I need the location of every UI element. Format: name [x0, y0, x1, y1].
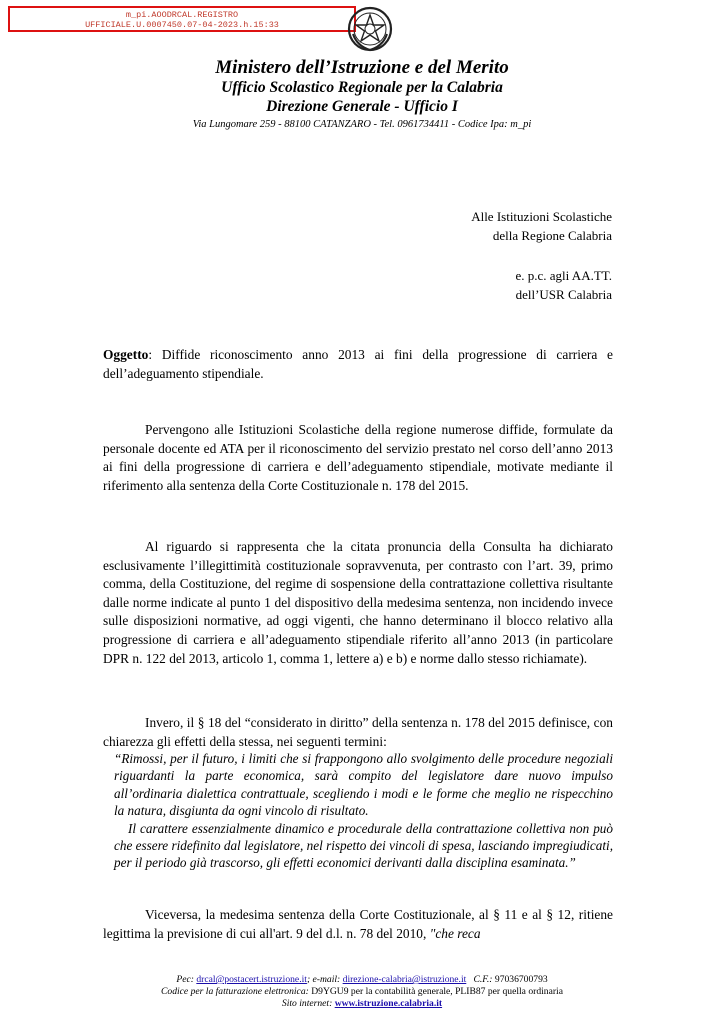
pec-label: Pec: — [176, 974, 197, 985]
italian-republic-emblem-icon — [345, 4, 395, 54]
protocol-stamp-line1: m_pi.AOODRCAL.REGISTRO — [125, 10, 239, 20]
body-paragraph-3: Invero, il § 18 del “considerato in diritto” della sentenza n. 178 del 2015 definisce, con chiarezza gli effetti della stessa, nei seguenti termini: — [103, 715, 613, 749]
quotation-paragraph-1: “Rimossi, per il futuro, i limiti che si frappongono allo svolgimento delle procedure negoziali riguardanti la parte economica, sarà compito del legislatore dare nuovo impulso all’ordinaria dialettica contrattuale, scegliendo i modi e le forme che meglio ne rispecchino la natura, disgiunta da ogni vincolo di risultato. — [114, 751, 613, 819]
footer-contacts — [0, 974, 724, 986]
body-paragraph-2: Al riguardo si rappresenta che la citata pronuncia della Consulta ha dichiarato esclusivamente l’illegittimità costituzionale sopravvenuta, per contrasto con l’art. 39, primo comma, della Costituzione, del regime di sospensione della contrattazione collettiva risultante dalle norme indicate al punto 1 del dispositivo della medesima sentenza, non incidendo invece sulle disposizioni normative, ad oggi vigenti, che hanno determinano il blocco relativo alla progressione di carriera e all’adeguamento stipendiale riferito all’anno 2013 (in particolare DPR n. 122 del 2013, articolo 1, comma 1, lettere a) e b) e norme dallo stesso richiamate). — [103, 539, 613, 666]
cc-block — [515, 266, 612, 304]
office-name: Ufficio Scolastico Regionale per la Calabria — [221, 79, 503, 96]
footer-invoice — [0, 986, 724, 998]
footer-website — [0, 998, 724, 1010]
recipient-line-2: della Regione Calabria — [492, 228, 612, 243]
invoice-label: Codice per la fatturazione elettronica: — [161, 986, 312, 997]
subject-text: : Diffide riconoscimento anno 2013 ai fini della progressione di carriera e dell’adeguamento stipendiale. — [103, 347, 613, 381]
recipient-line-1: Alle Istituzioni Scolastiche — [471, 209, 612, 224]
email-label: ; e-mail: — [306, 974, 343, 985]
body-paragraph-4-text: Viceversa, la medesima sentenza della Corte Costituzionale, al § 11 e al § 12, ritiene legittima la previsione di cui all'art. 9 del d.l. n. 78 del 2010, — [103, 907, 613, 941]
ministry-name: Ministero dell’Istruzione e del Merito — [215, 57, 509, 78]
office-address: Via Lungomare 259 - 88100 CATANZARO - Tel. 0961734411 - Codice Ipa: m_pi — [192, 119, 532, 130]
protocol-stamp-line2: UFFICIALE.U.0007450.07-04-2023.h.15:33 — [85, 20, 279, 30]
pec-link[interactable]: drcal@postacert.istruzione.it — [196, 974, 307, 985]
quotation-block — [114, 750, 613, 872]
cf-label: C.F.: — [466, 974, 495, 985]
protocol-stamp — [8, 6, 356, 32]
cc-line-2: dell’USR Calabria — [515, 287, 612, 302]
invoice-text: D9YGU9 per la contabilità generale, PLIB87 per quella ordinaria — [311, 986, 563, 997]
direction-name: Direzione Generale - Ufficio I — [266, 98, 458, 115]
site-label: Sito internet: — [281, 998, 335, 1009]
cf-value: 97036700793 — [494, 974, 548, 985]
body-paragraph-4-italic: "che reca — [429, 925, 481, 941]
recipients-block — [471, 207, 612, 245]
email-link[interactable]: direzione-calabria@istruzione.it — [342, 974, 467, 985]
footer — [0, 974, 724, 1010]
quotation-paragraph-2: Il carattere essenzialmente dinamico e procedurale della contrattazione collettiva non può che essere ridefinito dal legislatore, nel rispetto dei vincoli di spesa, lasciando impregiudicati, per il periodo già trascorso, gli effetti economici derivanti dalla disciplina esaminata.” — [114, 820, 613, 871]
body-paragraph-1: Pervengono alle Istituzioni Scolastiche della regione numerose diffide, formulate da personale docente ed ATA per il riconoscimento del servizio prestato nel corso dell’anno 2013 ai fini della progressione di carriera e dell’adeguamento stipendiale, motivate mediante il riferimento alla sentenza della Corte Costituzionale n. 178 del 2015. — [103, 422, 613, 493]
cc-line-1: e. p.c. agli AA.TT. — [515, 268, 612, 283]
subject-label: Oggetto — [103, 347, 149, 362]
body-paragraph-4 — [103, 906, 613, 943]
website-link[interactable]: www.istruzione.calabria.it — [334, 998, 443, 1009]
subject-line — [103, 346, 613, 383]
